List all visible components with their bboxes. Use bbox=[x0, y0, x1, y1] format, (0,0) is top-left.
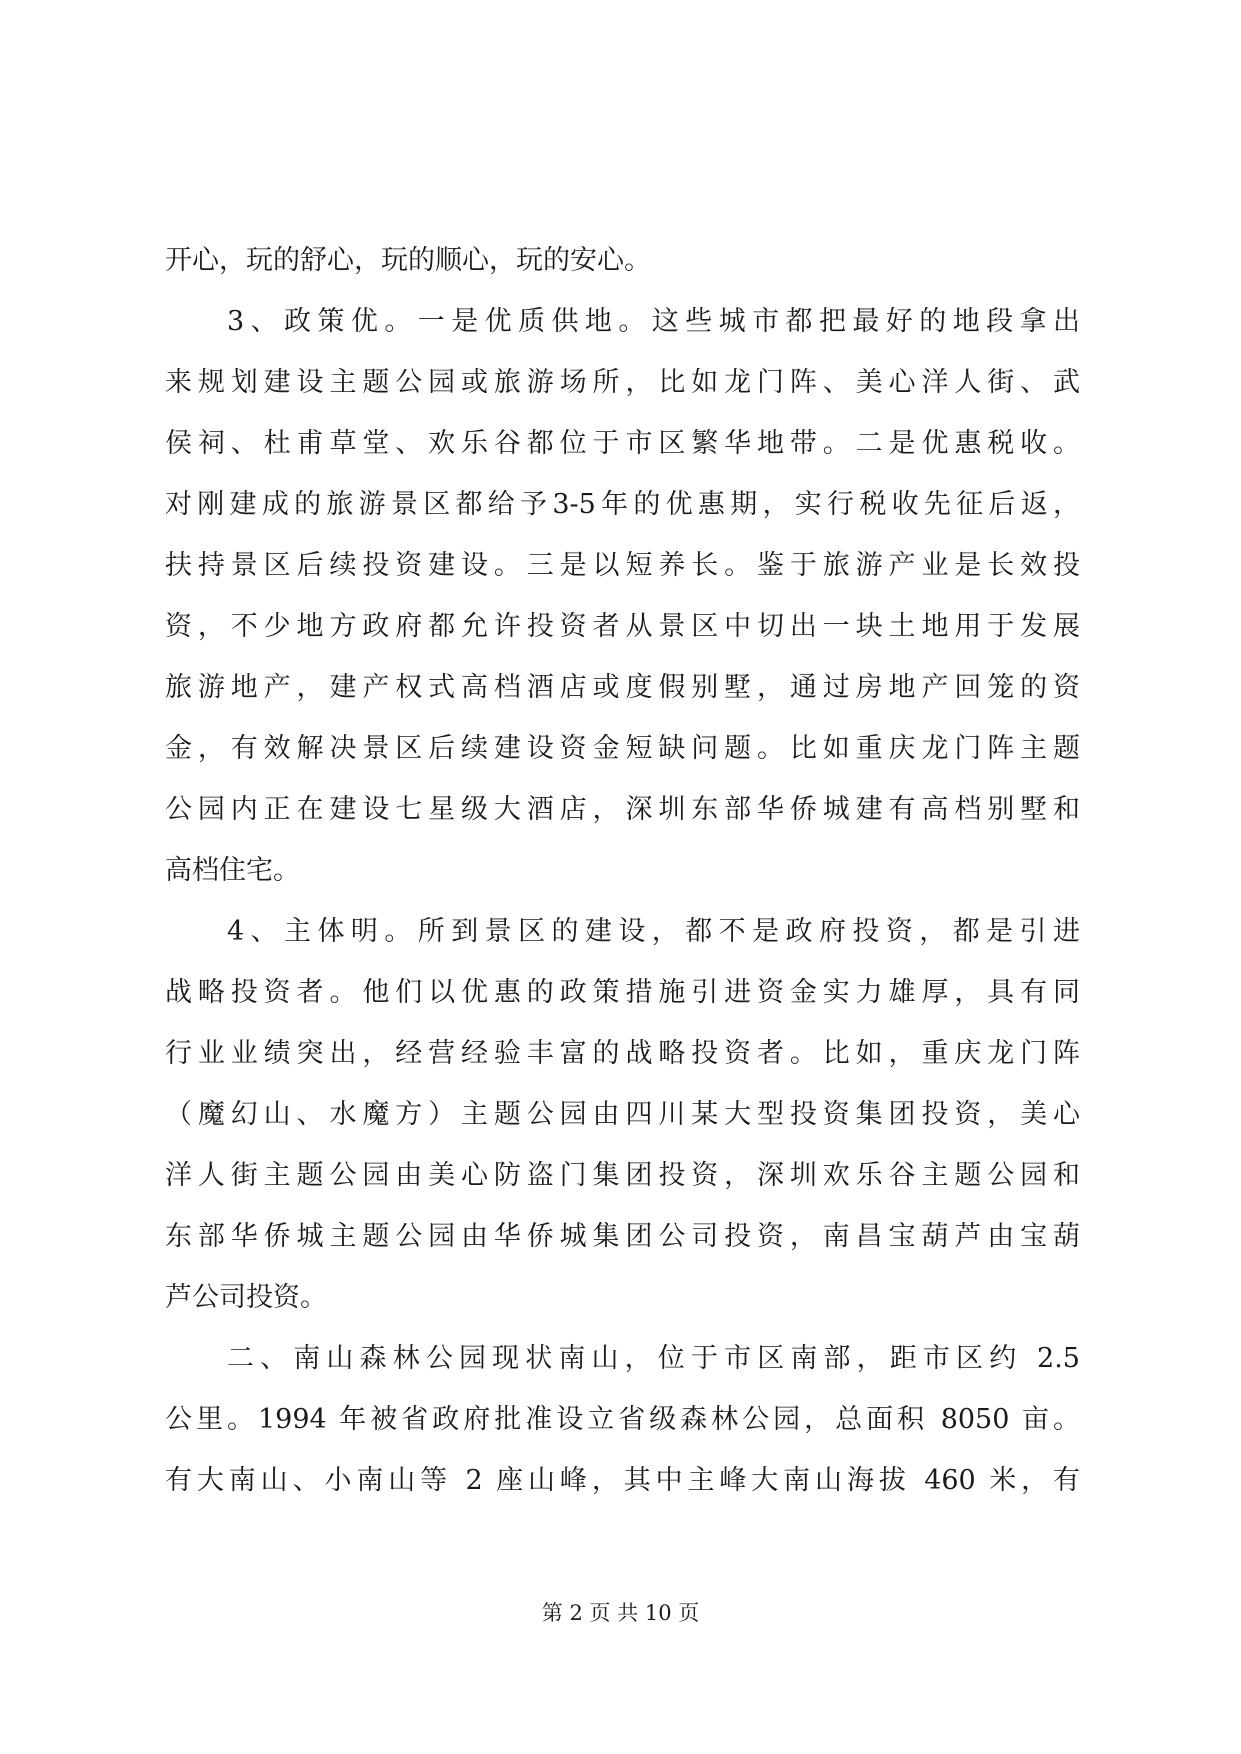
text-line: 来规划建设主题公园或旅游场所，比如龙门阵、美心洋人街、武 bbox=[165, 367, 1080, 398]
text-line: 公里。1994 年被省政府批准设立省级森林公园，总面积 8050 亩。 bbox=[165, 1404, 1080, 1435]
text-line: 资，不少地方政府都允许投资者从景区中切出一块土地用于发展 bbox=[165, 611, 1080, 642]
text-line: 有大南山、小南山等 2 座山峰，其中主峰大南山海拔 460 米，有 bbox=[165, 1465, 1080, 1496]
text-line: 4、主体明。所到景区的建设，都不是政府投资，都是引进 bbox=[227, 916, 1080, 947]
text-line: 东部华侨城主题公园由华侨城集团公司投资，南昌宝葫芦由宝葫 bbox=[165, 1221, 1080, 1252]
text-line: 公园内正在建设七星级大酒店，深圳东部华侨城建有高档别墅和 bbox=[165, 794, 1080, 825]
page-number-footer: 第 2 页 共 10 页 bbox=[541, 1601, 700, 1625]
text-line: 扶持景区后续投资建设。三是以短养长。鉴于旅游产业是长效投 bbox=[165, 550, 1080, 581]
text-line: 战略投资者。他们以优惠的政策措施引进资金实力雄厚，具有同 bbox=[165, 977, 1080, 1008]
text-line: 芦公司投资。 bbox=[165, 1282, 327, 1313]
text-line: 3、政策优。一是优质供地。这些城市都把最好的地段拿出 bbox=[227, 306, 1080, 337]
text-line: （魔幻山、水魔方）主题公园由四川某大型投资集团投资，美心 bbox=[165, 1099, 1080, 1130]
text-line: 二、南山森林公园现状南山，位于市区南部，距市区约 2.5 bbox=[227, 1343, 1080, 1374]
text-line: 对刚建成的旅游景区都给予3-5年的优惠期，实行税收先征后返， bbox=[165, 489, 1080, 520]
text-line: 行业业绩突出，经营经验丰富的战略投资者。比如，重庆龙门阵 bbox=[165, 1038, 1080, 1069]
text-line: 开心，玩的舒心，玩的顺心，玩的安心。 bbox=[165, 245, 651, 276]
text-line: 侯祠、杜甫草堂、欢乐谷都位于市区繁华地带。二是优惠税收。 bbox=[165, 428, 1080, 459]
text-line: 旅游地产，建产权式高档酒店或度假别墅，通过房地产回笼的资 bbox=[165, 672, 1080, 703]
text-line: 高档住宅。 bbox=[165, 855, 300, 886]
text-line: 金，有效解决景区后续建设资金短缺问题。比如重庆龙门阵主题 bbox=[165, 733, 1080, 764]
document-body bbox=[165, 230, 1080, 1511]
text-line: 洋人街主题公园由美心防盗门集团投资，深圳欢乐谷主题公园和 bbox=[165, 1160, 1080, 1191]
